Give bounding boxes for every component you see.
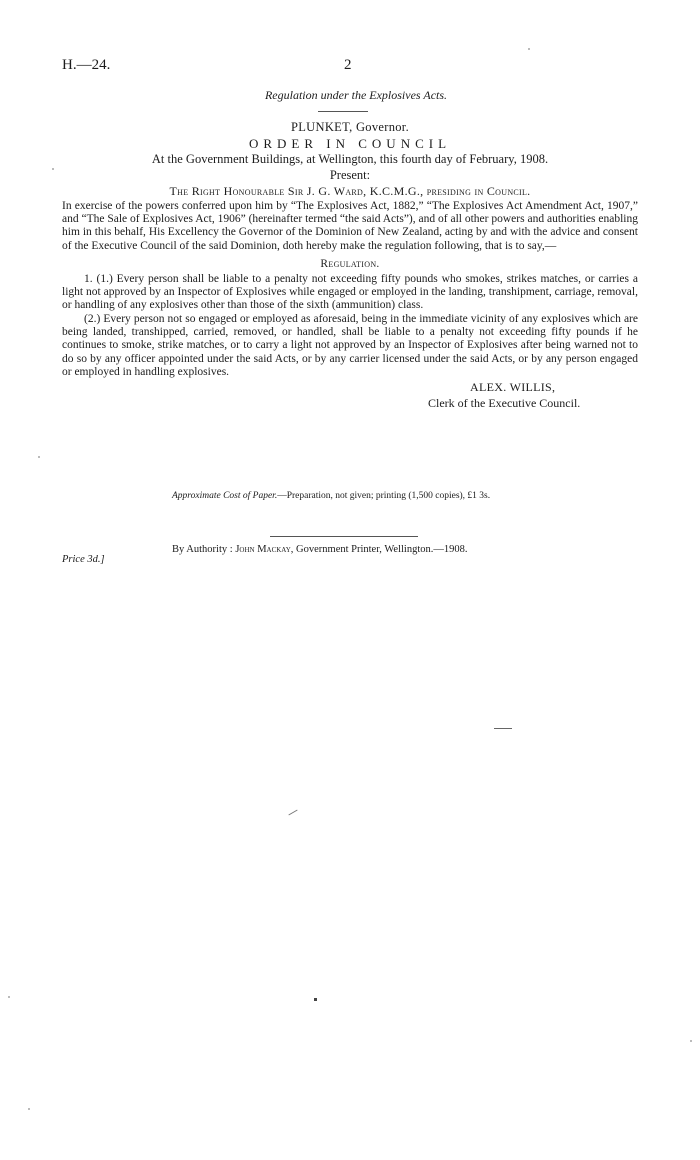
order-title: ORDER IN COUNCIL bbox=[248, 136, 452, 151]
footer-divider bbox=[270, 536, 418, 537]
governor-line: PLUNKET, Governor. bbox=[291, 120, 409, 134]
cost-text: —Preparation, not given; printing (1,500 copies), £1 3s. bbox=[277, 491, 491, 501]
signatory-name: ALEX. WILLIS, bbox=[470, 380, 556, 394]
regulation-clause-1: 1. (1.) Every person shall be liable to a penalty not exceeding fifty pounds who smokes, strikes matches, or carries a light not approved by an Inspector of Explosives while engaged or employed in the landing, transhipment, carriage, removal, or handling of any explosives other than those of the sixth (ammunition) class. bbox=[62, 273, 638, 312]
regulation-heading: Regulation. bbox=[320, 258, 380, 270]
page-reference: H.—24. bbox=[62, 57, 111, 73]
scan-speck bbox=[690, 1040, 692, 1042]
authority-prefix: By Authority : bbox=[172, 544, 233, 555]
preamble-paragraph: In exercise of the powers conferred upon him by “The Explosives Act, 1882,” “The Explosives Act Amendment Act, 1907,” and “The Sale of Explosives Act, 1906” (hereinafter termed “the said Acts”), and of all other powers and authorities enabling him in this behalf, His Excellency the Governor of the Dominion of New Zealand, acting by and with the advice and consent of the Executive Council of the said Dominion, doth hereby make the regulation following, that is to say,— bbox=[62, 200, 638, 252]
scan-mark bbox=[288, 810, 297, 816]
presiding-line: The Right Honourable Sir J. G. Ward, K.C.M.G., presiding in Council. bbox=[169, 184, 531, 198]
authority-suffix: Government Printer, Wellington.—1908. bbox=[296, 544, 468, 555]
printer-name: John Mackay, bbox=[235, 544, 294, 555]
place-date-line: At the Government Buildings, at Wellington, this fourth day of February, 1908. bbox=[151, 152, 549, 166]
price-note: Price 3d.] bbox=[62, 554, 105, 565]
scan-speck bbox=[314, 998, 317, 1001]
scan-speck bbox=[28, 1108, 30, 1110]
scan-speck bbox=[8, 996, 10, 998]
document-heading: Regulation under the Explosives Acts. bbox=[264, 88, 448, 102]
page-number: 2 bbox=[344, 57, 352, 73]
present-label: Present: bbox=[329, 168, 371, 182]
cost-label: Approximate Cost of Paper. bbox=[172, 491, 278, 501]
cost-of-paper-note bbox=[172, 491, 490, 501]
scan-speck bbox=[38, 456, 40, 458]
scan-mark bbox=[494, 728, 512, 729]
heading-divider bbox=[318, 111, 368, 112]
regulation-clause-2: (2.) Every person not so engaged or employed as aforesaid, being in the immediate vicinity of any explosives which are being landed, transhipped, carried, removed, or handled, shall be liable to a penalty not exceeding fifty pounds if he continues to smoke, strike matches, or to carry a light not approved by an Inspector of Explosives after being warned not to do so by any officer appointed under the said Acts, or by any carrier licensed under the said Acts, or by any person engaged or employed in handling explosives. bbox=[62, 313, 638, 378]
signatory-title: Clerk of the Executive Council. bbox=[428, 396, 581, 410]
authority-line bbox=[172, 544, 468, 555]
scan-speck bbox=[52, 168, 54, 170]
scan-speck bbox=[528, 48, 530, 50]
